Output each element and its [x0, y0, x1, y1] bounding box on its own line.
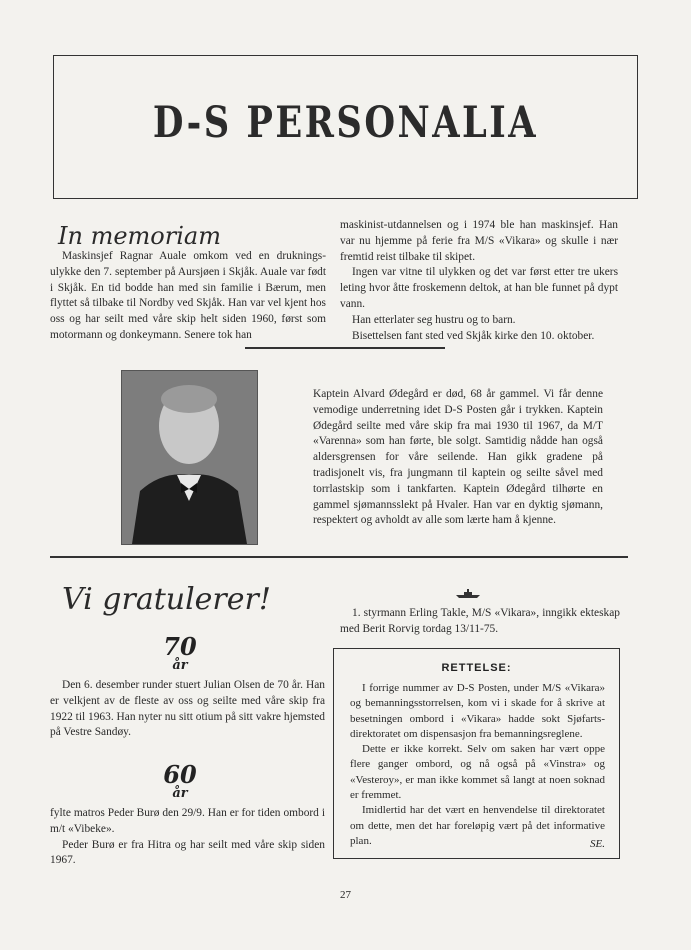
memoriam-heading: In memoriam [58, 222, 221, 250]
notice-signature: SE. [590, 838, 605, 850]
age-60-p2: Peder Burø er fra Hitra og har seilt med våre skip siden 1967. [50, 838, 325, 867]
portrait-photo [121, 370, 258, 545]
congrats-heading: Vi gratulerer! [62, 582, 271, 617]
notice-box [333, 648, 620, 859]
memoriam-right-p3: Han etterlater seg hustru og to barn. [352, 313, 516, 326]
memoriam-right-p2: Ingen var vitne til ulykken og det var først etter tre ukers leting hvor åtte froskemenn deltok, at han ble funnet på dypt vann. [340, 266, 618, 310]
notice-p3: Imidlertid har det vært en henvendelse til direktoratet om dette, men det har foreløpig vært på det informative plan. [350, 804, 605, 847]
memoriam-right-p4: Bisettelsen fant sted ved Skjåk kirke den 10. oktober. [352, 329, 595, 342]
age-60-unit: år [172, 786, 188, 801]
age-60-p1: fylte matros Peder Burø den 29/9. Han er for tiden ombord i m/t «Vibeke». [50, 807, 325, 835]
wedding-text [340, 606, 620, 638]
memoriam-right-p1: maskinist-utdannelsen og i 1974 ble han maskinsjef. Han var nu hjemme på ferie fra M/S «Vikara» og skulle i nær fremtid reist tilbake til skipet. [340, 219, 618, 263]
notice-title: RETTELSE: [441, 662, 512, 674]
notice-body [350, 681, 605, 849]
memoriam-right-text [340, 218, 618, 344]
obituary-text [313, 387, 603, 529]
title-box [53, 55, 638, 199]
age-70-text [50, 678, 325, 741]
notice-p2: Dette er ikke korrekt. Selv om saken har vært oppe flere ganger ombord, og nå også på «Vinstra» og «Vesteroy», er man ikke kommet så langt at noen soknad er fremmet. [350, 743, 605, 802]
obituary-paragraph: Kaptein Alvard Ødegård er død, 68 år gammel. Vi får denne vemodige underretning idet D-S Posten går i trykken. Kaptein Ødegård seilte med våre skip fra mai 1930 til 1967, da M/T «Varenna» som han førte, ble solgt. Samtidig nådde han også aldersgrensen for våre seilende. Han gikk gradene på tradisjonelt vis, fra jungmann til kaptein og seilte såvel med torrlastskip som i tankfarten. Kaptein Ødegård tilhørte en gammel sjømannsslekt på Hvaler. Han var en dyktig sjømann, respektert og avholdt av alle som lærte ham å kjenne. [313, 388, 603, 527]
age-60-text [50, 806, 325, 869]
wedding-paragraph: 1. styrmann Erling Takle, M/S «Vikara», inngikk ekteskap med Berit Rorvig tordag 13/11-75. [340, 607, 620, 635]
age-60-number: 60 [163, 760, 197, 789]
age-70-number: 70 [163, 632, 197, 661]
ship-icon [455, 586, 481, 604]
age-70-unit: år [172, 658, 188, 673]
notice-p1: I forrige nummer av D-S Posten, under M/S «Vikara» og bemanningsstorrelsen, kom vi i skade for å skrive at besetningen ombord i «Vikara» hadde sokt Sjøfarts-direktoratet om dispensasjon fra bemanningsreglene. [350, 682, 605, 740]
page-number: 27 [340, 889, 351, 901]
portrait-illustration [122, 371, 257, 544]
memoriam-left-paragraph: Maskinsjef Ragnar Auale omkom ved en druknings-ulykke den 7. september på Aursjøen i Skjåk. Auale var født i Skjåk. En tid bodde han med sin familie i Bærum, men flyttet så tilbake til Nordby ved Skjåk. Han var vel kjent hos oss og har seilt med våre skip helt siden 1960, først som motormann og donkeymann. Senere tok han [50, 250, 326, 341]
age-70-paragraph: Den 6. desember runder stuert Julian Olsen de 70 år. Han er velkjent av de fleste av oss og seilte med våre skip fra 1922 til 1963. Han nyter nu sitt otium på sitt vakre hjemsted på Vestre Sandøy. [50, 679, 325, 739]
section-divider [50, 556, 628, 558]
page-title: D-S PERSONALIA [152, 98, 539, 148]
short-divider [245, 347, 445, 349]
memoriam-left-text [50, 249, 326, 344]
